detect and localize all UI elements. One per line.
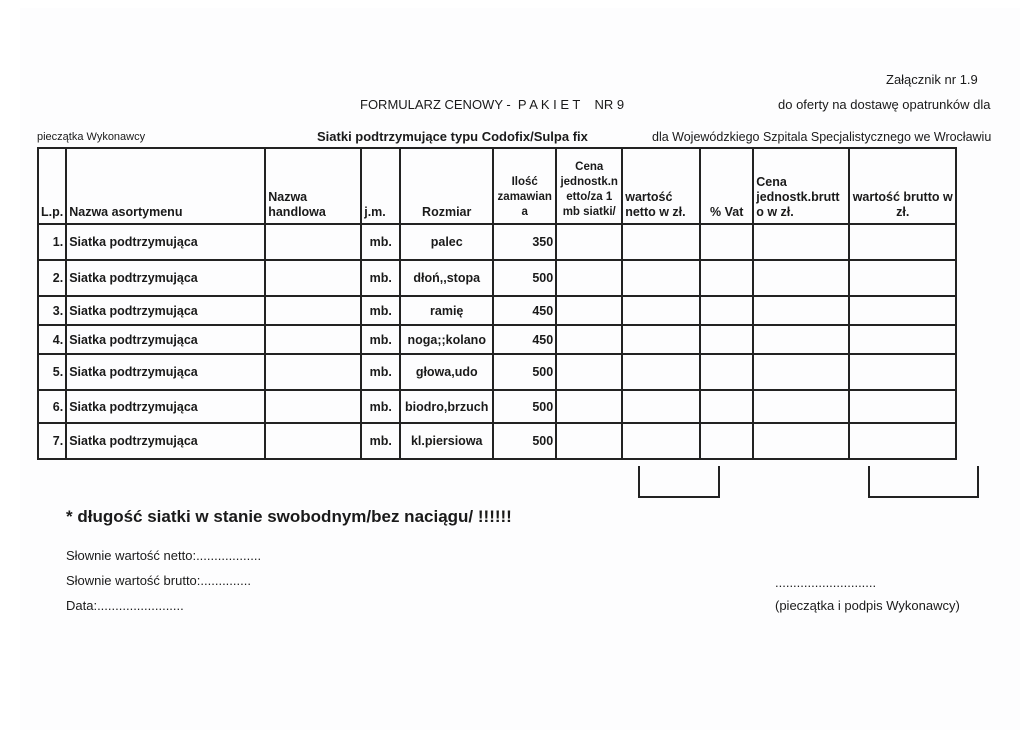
row-name: Siatka podtrzymująca: [66, 296, 265, 325]
row-vat: [700, 354, 753, 390]
row-name: Siatka podtrzymująca: [66, 354, 265, 390]
row-qty: 450: [493, 325, 556, 354]
offer-line: do oferty na dostawę opatrunków dla: [778, 97, 991, 112]
col-cena-brutto: Cena jednostk.brutt o w zł.: [753, 148, 849, 224]
form-title: FORMULARZ CENOWY - P A K I E T NR 9: [360, 97, 625, 112]
table-row: [38, 354, 956, 390]
row-name: Siatka podtrzymująca: [66, 325, 265, 354]
form-subtitle: Siatki podtrzymujące typu Codofix/Sulpa fix: [317, 129, 588, 144]
row-value-net: [622, 423, 700, 459]
row-lp: 3.: [38, 296, 66, 325]
words-netto: Słownie wartość netto:..................: [66, 548, 262, 563]
total-brutto-box: [868, 466, 979, 498]
row-unit-gross: [753, 260, 849, 296]
row-size: ramię: [400, 296, 493, 325]
row-lp: 4.: [38, 325, 66, 354]
row-unit-gross: [753, 354, 849, 390]
row-size: biodro,brzuch: [400, 390, 493, 423]
row-jm: mb.: [361, 224, 400, 260]
row-jm: mb.: [361, 296, 400, 325]
row-name: Siatka podtrzymująca: [66, 260, 265, 296]
row-value-gross: [849, 325, 956, 354]
col-cena-netto: Cena jednostk.n etto/za 1 mb siatki/: [556, 148, 622, 224]
length-note: * długość siatki w stanie swobodnym/bez naciągu/ !!!!!!: [66, 507, 512, 526]
row-unit-net: [556, 325, 622, 354]
row-unit-gross: [753, 325, 849, 354]
row-value-net: [622, 296, 700, 325]
row-vat: [700, 260, 753, 296]
row-unit-net: [556, 354, 622, 390]
row-trade-name: [265, 224, 361, 260]
row-jm: mb.: [361, 325, 400, 354]
row-name: Siatka podtrzymująca: [66, 224, 265, 260]
row-value-net: [622, 354, 700, 390]
row-lp: 1.: [38, 224, 66, 260]
row-vat: [700, 296, 753, 325]
stamp-label: pieczątka Wykonawcy: [37, 131, 146, 143]
row-value-net: [622, 325, 700, 354]
row-size: głowa,udo: [400, 354, 493, 390]
row-value-gross: [849, 354, 956, 390]
row-trade-name: [265, 325, 361, 354]
row-qty: 450: [493, 296, 556, 325]
col-jm: j.m.: [361, 148, 400, 224]
row-vat: [700, 423, 753, 459]
table-row: [38, 423, 956, 459]
row-lp: 6.: [38, 390, 66, 423]
table-header-row: [38, 148, 956, 224]
row-unit-gross: [753, 390, 849, 423]
row-unit-gross: [753, 224, 849, 260]
row-value-gross: [849, 224, 956, 260]
row-value-gross: [849, 296, 956, 325]
col-nazwa-handlowa: Nazwa handlowa: [265, 148, 361, 224]
row-lp: 7.: [38, 423, 66, 459]
row-jm: mb.: [361, 390, 400, 423]
col-vat: % Vat: [700, 148, 753, 224]
row-unit-net: [556, 260, 622, 296]
row-unit-gross: [753, 296, 849, 325]
row-jm: mb.: [361, 354, 400, 390]
row-size: noga;;kolano: [400, 325, 493, 354]
row-size: palec: [400, 224, 493, 260]
row-vat: [700, 390, 753, 423]
row-trade-name: [265, 296, 361, 325]
row-qty: 500: [493, 354, 556, 390]
table-row: [38, 390, 956, 423]
col-rozmiar: Rozmiar: [400, 148, 493, 224]
attachment-number: Załącznik nr 1.9: [886, 72, 978, 87]
total-netto-box: [638, 466, 720, 498]
price-table: [37, 147, 957, 460]
row-value-net: [622, 224, 700, 260]
row-unit-net: [556, 224, 622, 260]
col-wartosc-netto: wartość netto w zł.: [622, 148, 700, 224]
signature-line: ............................: [775, 575, 877, 590]
col-nazwa-asortymenu: Nazwa asortymenu: [66, 148, 265, 224]
row-qty: 500: [493, 260, 556, 296]
date-field: Data:........................: [66, 598, 184, 613]
row-jm: mb.: [361, 260, 400, 296]
row-unit-net: [556, 423, 622, 459]
row-trade-name: [265, 260, 361, 296]
row-value-gross: [849, 260, 956, 296]
table-row: [38, 224, 956, 260]
row-jm: mb.: [361, 423, 400, 459]
row-unit-net: [556, 390, 622, 423]
row-name: Siatka podtrzymująca: [66, 423, 265, 459]
row-unit-net: [556, 296, 622, 325]
row-value-gross: [849, 390, 956, 423]
row-lp: 2.: [38, 260, 66, 296]
row-size: kl.piersiowa: [400, 423, 493, 459]
col-wartosc-brutto: wartość brutto w zł.: [849, 148, 956, 224]
row-vat: [700, 325, 753, 354]
row-trade-name: [265, 423, 361, 459]
row-name: Siatka podtrzymująca: [66, 390, 265, 423]
row-qty: 500: [493, 390, 556, 423]
table-row: [38, 325, 956, 354]
row-qty: 350: [493, 224, 556, 260]
row-trade-name: [265, 390, 361, 423]
col-ilosc: Ilość zamawian a: [493, 148, 556, 224]
hospital-name: dla Wojewódzkiego Szpitala Specjalistycznego we Wrocławiu: [652, 130, 992, 144]
table-row: [38, 260, 956, 296]
row-value-net: [622, 260, 700, 296]
row-lp: 5.: [38, 354, 66, 390]
row-size: dłoń,,stopa: [400, 260, 493, 296]
signature-label: (pieczątka i podpis Wykonawcy): [775, 598, 960, 613]
table-row: [38, 296, 956, 325]
row-vat: [700, 224, 753, 260]
row-qty: 500: [493, 423, 556, 459]
row-unit-gross: [753, 423, 849, 459]
words-brutto: Słownie wartość brutto:..............: [66, 573, 251, 588]
row-trade-name: [265, 354, 361, 390]
row-value-gross: [849, 423, 956, 459]
row-value-net: [622, 390, 700, 423]
col-lp: L.p.: [38, 148, 66, 224]
